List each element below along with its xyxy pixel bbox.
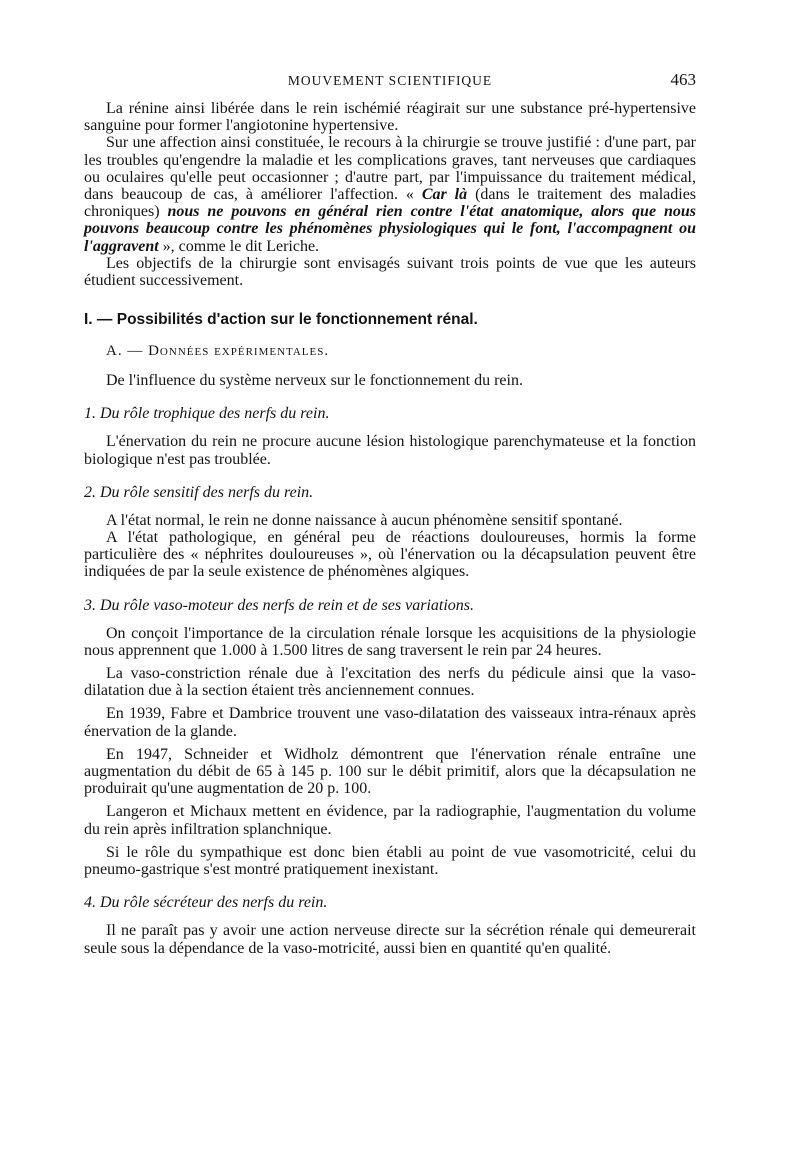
intro-p2-quotation: nous ne pouvons en général rien contre l'état anatomique, alors que nous pouvons beaucoup contre les phénomènes physiologiques qui le font, l'accompagnent ou l'aggravent bbox=[84, 203, 696, 255]
item-paragraph: A l'état normal, le rein ne donne naissance à aucun phénomène sensitif spontané. bbox=[106, 511, 623, 529]
document-page bbox=[84, 70, 696, 957]
item-paragraph: En 1939, Fabre et Dambrice trouvent une vaso-dilatation des vaisseaux intra-rénaux après énervation de la glande. bbox=[84, 705, 696, 740]
page-header bbox=[84, 70, 696, 92]
item-paragraph: Il ne paraît pas y avoir une action nerveuse directe sur la sécrétion rénale qui demeurerait seule sous la dépendance de la vaso-motricité, aussi bien en quantité qu'en qualité. bbox=[84, 922, 696, 957]
item-paragraph: A l'état pathologique, en général peu de réactions douloureuses, hormis la forme particulière des « néphrites douloureuses », où l'énervation ou la décapsulation peuvent être indiquées de par la seule existence de phénomènes algiques. bbox=[84, 529, 696, 581]
intro-p2-emphasis-a: Car là bbox=[421, 186, 468, 204]
intro-p2-attribution: », comme le dit Leriche. bbox=[158, 237, 320, 255]
subsection-prefix: A. — bbox=[106, 343, 149, 360]
item-paragraph: En 1947, Schneider et Widholz démontrent que l'énervation rénale entraîne une augmentation du débit de 65 à 145 p. 100 sur le débit primitif, alors que la décapsulation ne produirait qu'une augmentation de 20 p. 100. bbox=[84, 745, 696, 798]
intro-paragraph-2 bbox=[84, 134, 696, 254]
intro-p2-text: Sur une affection ainsi constituée, le recours à la chirurgie se trouve justifié : d'une part, par les troubles qu'engendre la maladie et les complications graves, tant nerveuses que cardiaques ou oculaires qu'elle peut occasionner ; d'autre part, par l'impuissance du traitement médical, dans beaucoup de cas, à améliorer l'affection. « bbox=[84, 134, 696, 204]
section-intro: De l'influence du système nerveux sur le fonctionnement du rein. bbox=[106, 372, 523, 390]
item-heading-trophic: 1. Du rôle trophique des nerfs du rein. bbox=[84, 405, 330, 423]
item-paragraph: On conçoit l'importance de la circulation rénale lorsque les acquisitions de la physiologie nous apprennent que 1.000 à 1.500 litres de sang traversent le rein par 24 heures. bbox=[84, 624, 696, 659]
subsection-heading bbox=[106, 343, 696, 360]
item-heading-secretory: 4. Du rôle sécréteur des nerfs du rein. bbox=[84, 894, 328, 912]
page-number: 463 bbox=[670, 70, 696, 89]
item-heading-vasomotor: 3. Du rôle vaso-moteur des nerfs de rein et de ses variations. bbox=[84, 596, 475, 614]
intro-paragraph-1: La rénine ainsi libérée dans le rein ischémié réagirait sur une substance pré-hypertensive sanguine pour former l'angiotonine hypertensive. bbox=[84, 100, 696, 135]
item-paragraph: Langeron et Michaux mettent en évidence, par la radiographie, l'augmentation du volume du rein après infiltration splanchnique. bbox=[84, 803, 696, 838]
item-paragraph: L'énervation du rein ne procure aucune lésion histologique parenchymateuse et la fonction biologique n'est pas troublée. bbox=[84, 433, 696, 468]
intro-paragraph-3: Les objectifs de la chirurgie sont envisagés suivant trois points de vue que les auteurs étudient successivement. bbox=[84, 254, 696, 290]
item-paragraph: La vaso-constriction rénale due à l'excitation des nerfs du pédicule ainsi que la vaso-dilatation due à la section étaient très anciennement connues. bbox=[84, 665, 696, 700]
subsection-title: Données expérimentales. bbox=[148, 343, 330, 360]
section-heading: I. — Possibilités d'action sur le fonctionnement rénal. bbox=[84, 311, 478, 329]
item-heading-sensitive: 2. Du rôle sensitif des nerfs du rein. bbox=[84, 483, 314, 501]
running-title: MOUVEMENT SCIENTIFIQUE bbox=[287, 73, 493, 88]
intro-p2-aside: (dans le traitement des maladies chroniques) bbox=[84, 186, 697, 221]
item-paragraph: Si le rôle du sympathique est donc bien établi au point de vue vasomotricité, celui du pneumo-gastrique s'est montré pratiquement inexistant. bbox=[84, 843, 696, 879]
